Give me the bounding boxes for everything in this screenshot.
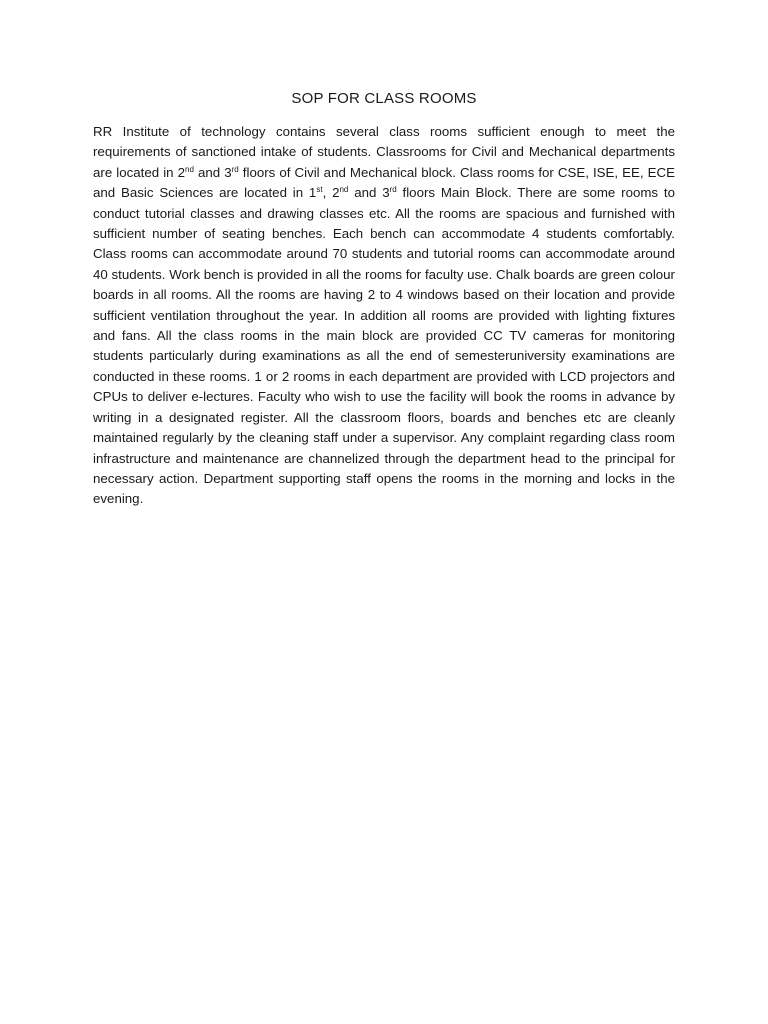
body-text-segment: , 2: [322, 185, 340, 201]
document-title: SOP FOR CLASS ROOMS: [291, 90, 477, 107]
body-text-segment: and 3: [348, 185, 390, 201]
ordinal-superscript: nd: [339, 185, 349, 195]
body-text-segment: floors of Civil and Mechanical block. Class rooms for CSE, ISE, EE, ECE and Basic Sciences are located in 1: [93, 164, 675, 201]
body-text-segment: RR Institute of technology contains several class rooms sufficient enough to meet the requirements of sanctioned intake of students. Classrooms for Civil and Mechanical departments are located in 2: [93, 124, 675, 180]
body-text-segment: floors Main Block. There are some rooms to conduct tutorial classes and drawing classes etc. All the rooms are spacious and furnished with sufficient number of seating benches. Each bench can accommodate 4 students comfortably. Class rooms can accommodate around 70 students and tutorial rooms can accommodate around 40 students. Work bench is provided in all the rooms for faculty use. Chalk boards are green colour boards in all rooms. All the rooms are having 2 to 4 windows based on their location and provide sufficient ventilation throughout the year. In addition all rooms are provided with lighting fixtures and fans. All the class rooms in the main block are provided CC TV cameras for monitoring students particularly during examinations as all the end of semesteruniversity examinations are conducted in these rooms. 1 or 2 rooms in each department are provided with LCD projectors and CPUs to deliver e-lectures. Faculty who wish to use the facility will book the rooms in advance by writing in a designated register. All the classroom floors, boards and benches etc are cleanly maintained regularly by the cleaning staff under a supervisor. Any complaint regarding class room infrastructure and maintenance are channelized through the department head to the principal for necessary action. Department supporting staff opens the rooms in the morning and locks in the evening.: [93, 185, 675, 507]
body-text-segment: and 3: [193, 164, 232, 180]
ordinal-superscript: rd: [231, 164, 239, 174]
document-body-paragraph: [93, 122, 675, 510]
ordinal-superscript: nd: [185, 164, 194, 174]
ordinal-superscript: st: [316, 185, 323, 195]
ordinal-superscript: rd: [389, 185, 397, 195]
